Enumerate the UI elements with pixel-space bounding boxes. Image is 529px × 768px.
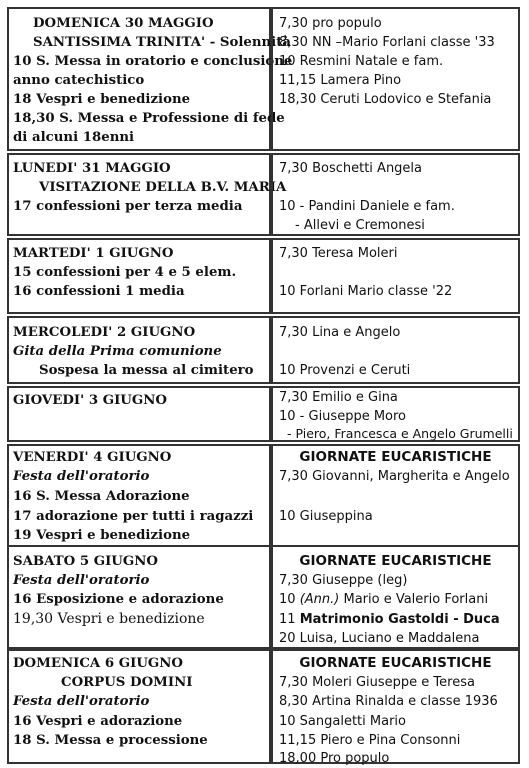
mass-intentions-cell [271,444,520,547]
mass-intentions-cell [271,649,520,764]
mass-intentions-cell [271,7,520,151]
event-line: anno catechistico [13,73,145,88]
day-row-martedi-1-giugno [7,238,520,314]
feast-title: VISITAZIONE DELLA B.V. MARIA [39,180,287,195]
event-line: 16 Vespri e adorazione [13,714,183,729]
day-heading: LUNEDI' 31 MAGGIO [13,161,171,176]
mass-intentions-cell [271,316,520,384]
intention-line: 7,30 Teresa Moleri [279,246,398,261]
intention-line: - Allevi e Cremonesi [295,218,425,233]
event-line: 15 confessioni per 4 e 5 elem. [13,265,237,280]
mass-intentions-cell [271,545,520,649]
day-heading: SABATO 5 GIUGNO [13,554,158,569]
intention-line [279,590,488,609]
intention-line: 10 Forlani Mario classe '22 [279,284,453,299]
intention-time: 10 [279,592,300,607]
day-heading: VENERDI' 4 GIUGNO [13,450,172,465]
intention-line: 7,30 pro populo [279,16,382,31]
day-row-venerdi-4-giugno [7,444,520,547]
day-row-giovedi-3-giugno [7,386,520,442]
day-events-cell [7,545,271,649]
intention-line: 7,30 Emilio e Gina [279,390,398,405]
event-line: Festa dell'oratorio [13,694,150,709]
day-events-cell [7,444,271,547]
event-line: Gita della Prima comunione [13,344,222,359]
intention-time: 11 [279,612,300,627]
day-heading: MERCOLEDI' 2 GIUGNO [13,325,196,340]
intention-line: 7,30 Lina e Angelo [279,325,401,340]
intention-line: 7,30 Giovanni, Margherita e Angelo [279,469,510,484]
intention-line: 10 Provenzi e Ceruti [279,363,411,378]
event-line: 18,30 S. Messa e Professione di fede [13,111,285,126]
mass-intentions-cell [271,153,520,236]
intention-line [279,610,500,629]
day-row-sabato-5-giugno [7,545,520,649]
day-events-cell [7,386,271,442]
event-line: 17 adorazione per tutti i ragazzi [13,509,254,524]
intention-line: 10 Sangaletti Mario [279,714,406,729]
event-line: 18 S. Messa e processione [13,733,208,748]
intention-line: 8,30 Artina Rinalda e classe 1936 [279,694,498,709]
event-line: 10 S. Messa in oratorio e conclusione [13,54,293,69]
event-line: di alcuni 18enni [13,130,135,145]
day-events-cell [7,153,287,236]
event-line: 18 Vespri e benedizione [13,92,191,107]
day-row-domenica-30-maggio [7,7,520,151]
intention-line: 11,15 Lamera Pino [279,73,402,88]
mass-intentions-cell [271,238,520,314]
event-line: 19,30 Vespri e benedizione [13,611,205,627]
intention-names: Mario e Valerio Forlani [339,592,489,607]
feast-title: SANTISSIMA TRINITA' - Solennità [33,35,291,50]
intention-line: 10 - Pandini Daniele e fam. [279,199,455,214]
event-line: 17 confessioni per terza media [13,199,243,214]
event-line: 16 confessioni 1 media [13,284,185,299]
intention-line: 10 Giuseppina [279,509,373,524]
day-heading: MARTEDI' 1 GIUGNO [13,246,174,261]
intention-line: 7,30 Boschetti Angela [279,161,423,176]
intention-line: 7,30 Giuseppe (leg) [279,573,408,588]
day-row-mercoledi-2-giugno [7,316,520,384]
intention-line: 20 Luisa, Luciano e Maddalena [279,631,480,646]
eucharistic-days-heading: GIORNATE EUCARISTICHE [299,655,492,671]
intention-line: - Piero, Francesca e Angelo Grumelli [287,426,513,441]
anniversary-marker: (Ann.) [299,592,340,607]
eucharistic-days-heading: GIORNATE EUCARISTICHE [299,449,492,465]
event-line: 19 Vespri e benedizione [13,528,191,543]
event-line: 16 S. Messa Adorazione [13,489,190,504]
intention-line: 18,00 Pro populo [279,751,390,766]
event-line: Festa dell'oratorio [13,469,150,484]
intention-line: 10 Resmini Natale e fam. [279,54,444,69]
day-row-lunedi-31-maggio [7,153,520,236]
day-heading: GIOVEDI' 3 GIUGNO [13,393,167,408]
day-row-domenica-6-giugno [7,649,520,764]
intention-line: 10 - Giuseppe Moro [279,409,407,424]
day-heading: DOMENICA 30 MAGGIO [33,16,214,31]
wedding-note: Matrimonio Gastoldi - Duca [299,612,500,627]
day-events-cell [7,649,271,764]
intention-line: 18,30 Ceruti Lodovico e Stefania [279,92,492,107]
intention-line: 11,15 Piero e Pina Consonni [279,733,461,748]
intention-line: 7,30 Moleri Giuseppe e Teresa [279,675,475,690]
day-events-cell [7,7,293,151]
mass-intentions-cell [271,386,520,442]
feast-title: CORPUS DOMINI [61,675,193,690]
day-heading: DOMENICA 6 GIUGNO [13,656,184,671]
event-line: Sospesa la messa al cimitero [39,363,254,378]
day-events-cell [7,238,271,314]
day-events-cell [7,316,271,384]
intention-line: 8,30 NN –Mario Forlani classe '33 [279,35,495,50]
eucharistic-days-heading: GIORNATE EUCARISTICHE [299,553,492,569]
event-line: Festa dell'oratorio [13,573,150,588]
event-line: 16 Esposizione e adorazione [13,592,224,607]
